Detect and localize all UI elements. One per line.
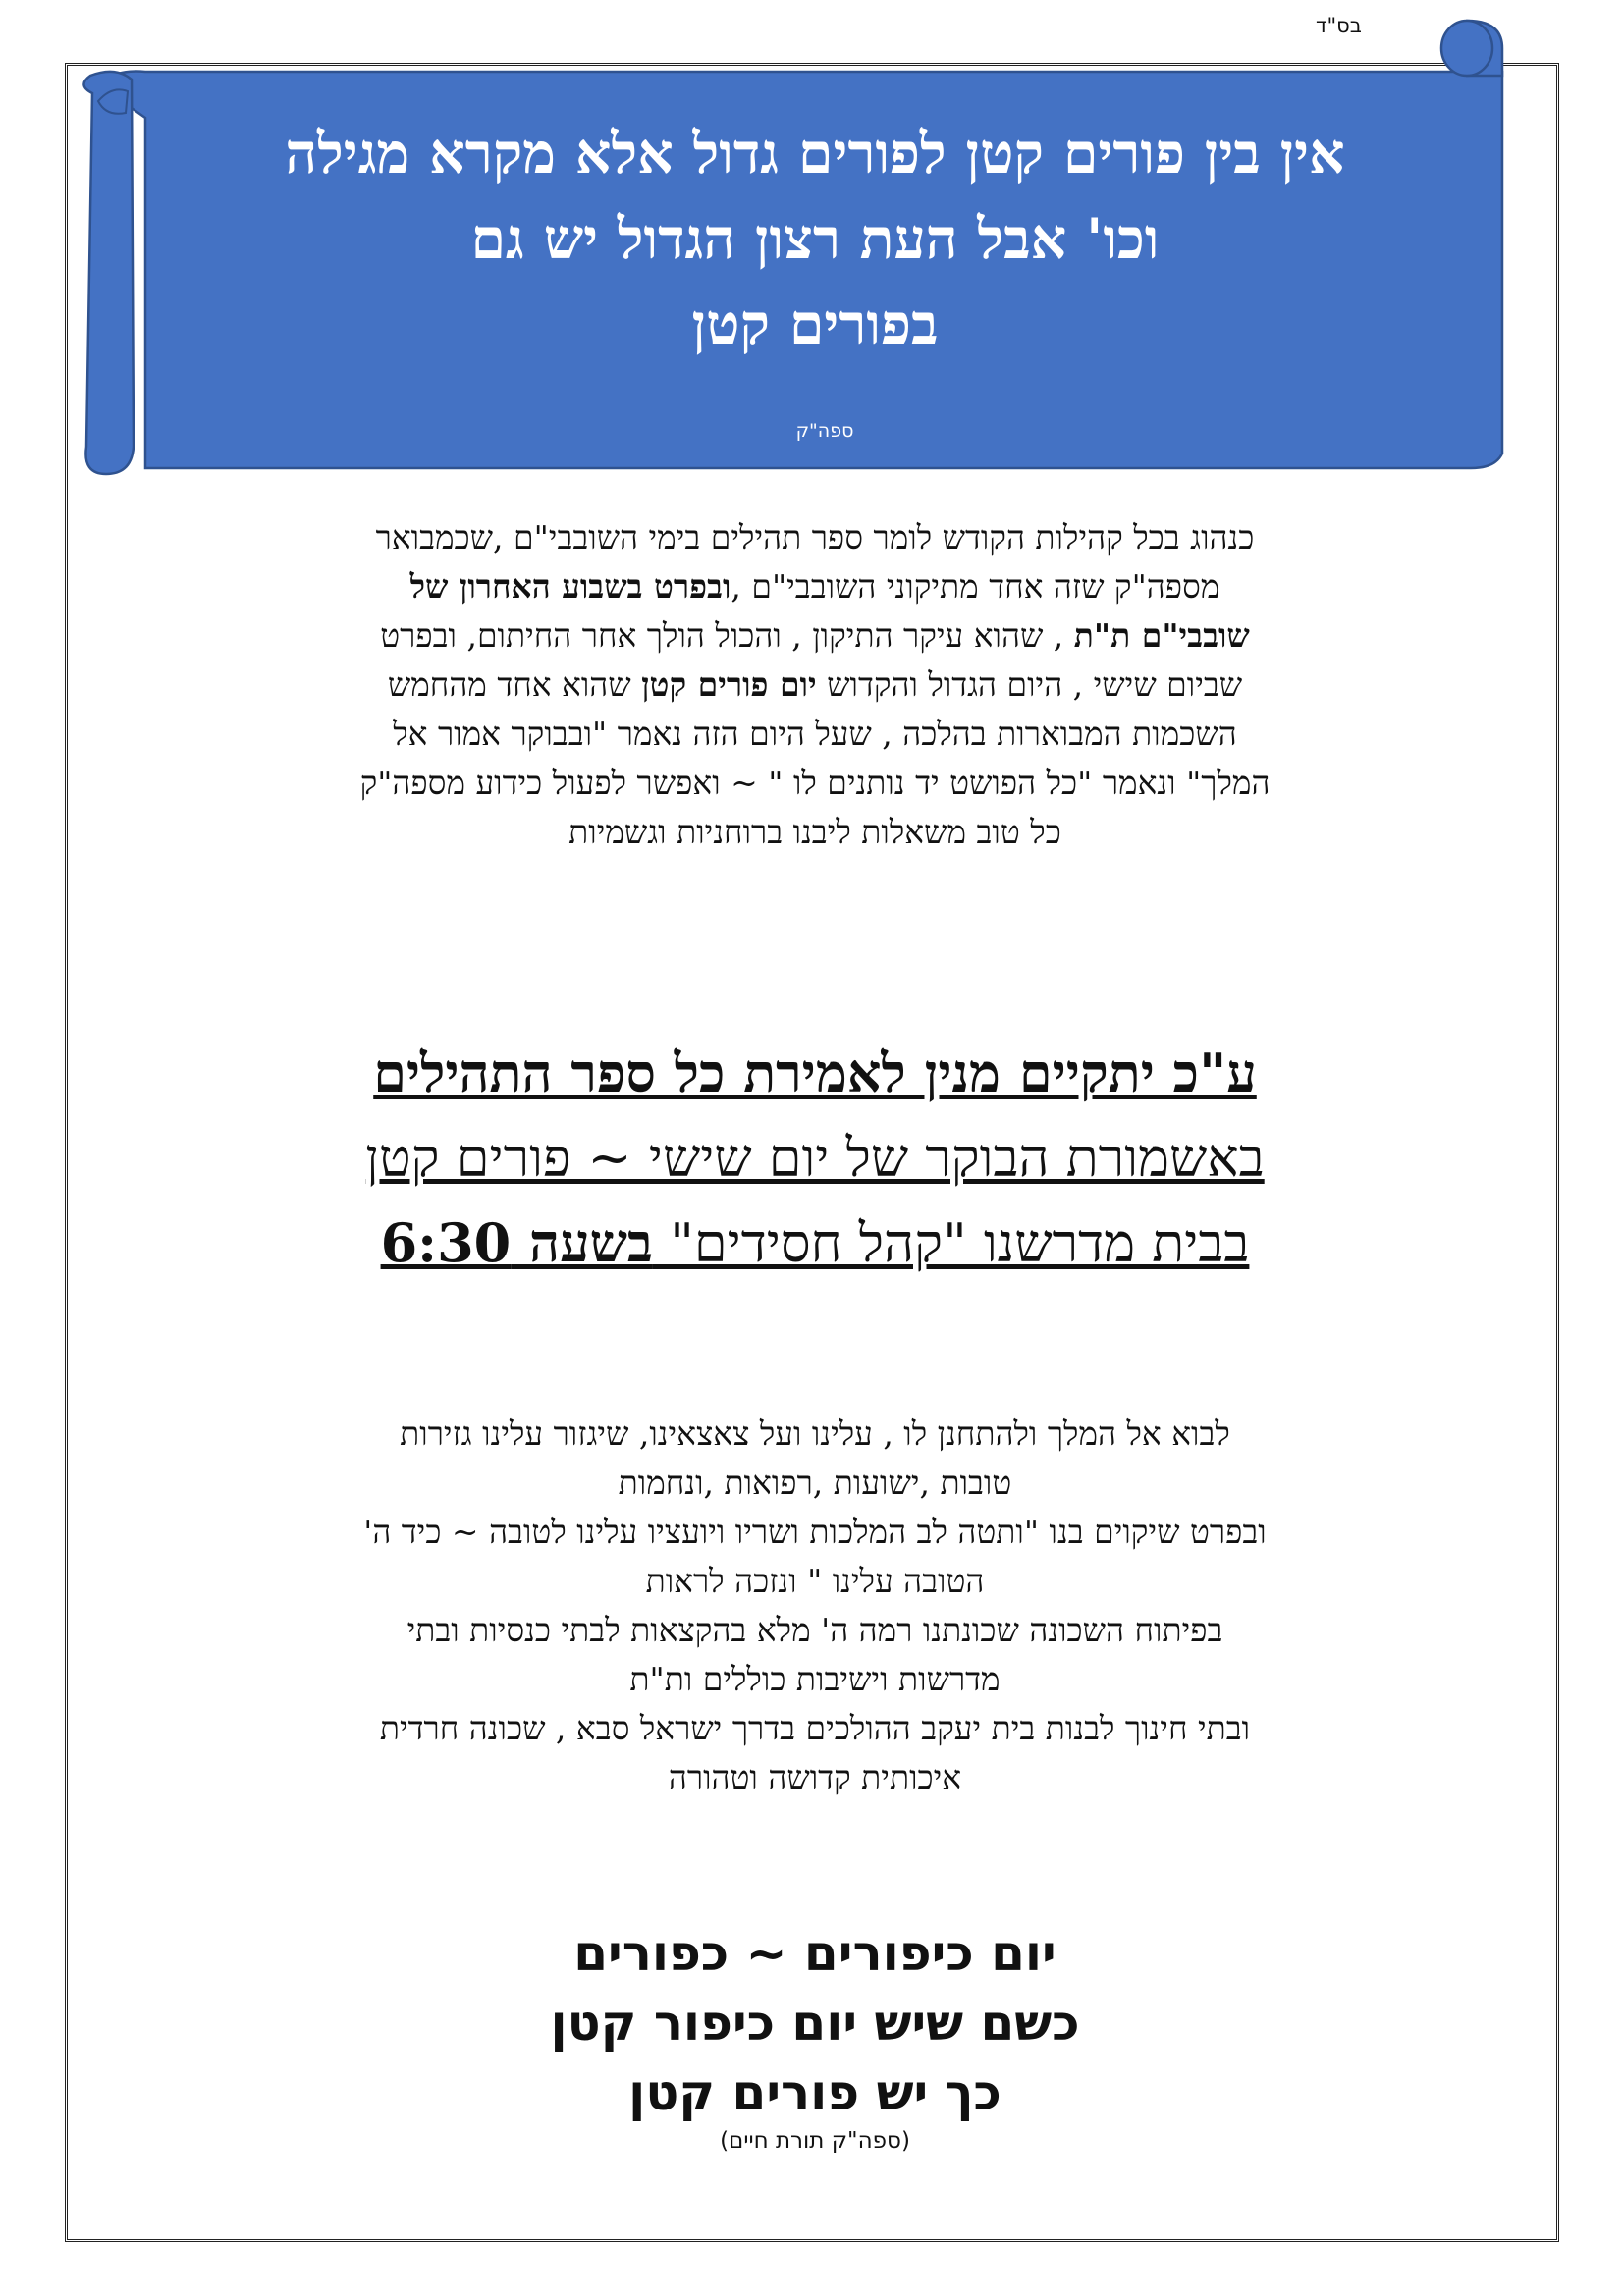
intro-line <box>245 808 1384 857</box>
purpose-paragraph <box>245 1410 1384 1802</box>
intro-text: , שהוא עיקר התיקון , והכול הולך אחר החיתום, ובפרט <box>380 616 1074 655</box>
intro-paragraph <box>245 513 1384 857</box>
closing-saying <box>295 1919 1335 2128</box>
purpose-line <box>245 1410 1384 1459</box>
announcement-text: באשמורת הבוקר של יום שישי ~ פורים קטן <box>365 1127 1265 1189</box>
announcement-line <box>196 1031 1434 1116</box>
announcement-text: בבית מדרשנו "קהל חסידים" <box>652 1212 1250 1274</box>
intro-text: המלך" ונאמר "כל הפושט יד נותנים לו " ~ ואפשר לפעול כידוע מספה"ק <box>359 764 1271 802</box>
intro-line <box>245 759 1384 808</box>
scroll-top-roll-end <box>1441 21 1492 76</box>
intro-text: שובבי"ם ת"ת <box>1073 616 1250 655</box>
banner-source: ספה"ק <box>795 420 854 442</box>
intro-text: שביום שישי , היום הגדול והקדוש <box>816 666 1243 704</box>
intro-line <box>245 710 1384 759</box>
purpose-line <box>245 1704 1384 1753</box>
purpose-line <box>245 1557 1384 1606</box>
purpose-line <box>245 1753 1384 1802</box>
announcement-text: ע"כ יתקיים מנין לאמירת כל ספר התהילים <box>373 1041 1257 1104</box>
intro-text: שהוא אחד מהחמש <box>387 666 642 704</box>
banner-title-line: וכו' אבל העת רצון הגדול יש גם <box>470 206 1160 272</box>
purpose-text: טובות ,ישועות ,רפואות ,ונחמות <box>618 1464 1012 1502</box>
closing-line: כשם שיש יום כיפור קטן <box>550 1995 1080 2052</box>
intro-line <box>245 612 1384 661</box>
purpose-line <box>245 1459 1384 1508</box>
purpose-line <box>245 1606 1384 1655</box>
corner-mark: בס"ד <box>1316 14 1362 37</box>
purpose-text: ובפרט שיקוים בנו "ותטה לב המלכות ושריו ויועציו עלינו לטובה ~ כיד ה' <box>363 1513 1267 1551</box>
closing-line: יום כיפורים ~ כפורים <box>573 1925 1056 1982</box>
purpose-text: לבוא אל המלך ולהתחנן לו , עלינו ועל צאצאינו, שיגזור עלינו גזירות <box>400 1415 1230 1453</box>
closing-line: כך יש פורים קטן <box>628 2064 1001 2121</box>
banner-title-line: בפורים קטן <box>691 292 939 357</box>
intro-text: ובפרט בשבוע האחרון של <box>409 567 731 606</box>
purpose-text: ובתי חינוך לבנות בית יעקב ההולכים בדרך ישראל סבא , שכונה חרדית <box>379 1709 1251 1747</box>
intro-text: מספה"ק שזה אחד מתיקוני השובבי"ם , <box>731 567 1220 606</box>
minyan-announcement <box>196 1031 1434 1286</box>
banner-title <box>137 111 1492 367</box>
intro-text: יום פורים קטן <box>641 666 817 704</box>
purpose-line <box>245 1508 1384 1557</box>
announcement-text: בשעה 6:30 <box>380 1211 653 1274</box>
announcement-line <box>196 1116 1434 1201</box>
purpose-text: מדרשות וישיבות כוללים ות"ת <box>629 1660 1001 1698</box>
scroll-left-roll <box>83 72 134 474</box>
purpose-text: איכותית קדושה וטהורה <box>668 1758 962 1796</box>
closing-source: (ספה"ק תורת חיים) <box>720 2128 910 2154</box>
intro-text: כל טוב משאלות ליבנו ברוחניות וגשמיות <box>568 813 1061 851</box>
intro-line <box>245 661 1384 710</box>
intro-line <box>245 562 1384 612</box>
intro-line <box>245 513 1384 562</box>
intro-text: השכמות המבוארות בהלכה , שעל היום הזה נאמר "ובבוקר אמור אל <box>393 715 1237 753</box>
purpose-text: הטובה עלינו " ונזכה לראות <box>645 1562 985 1600</box>
announcement-line <box>196 1201 1434 1286</box>
purpose-line <box>245 1655 1384 1704</box>
banner-title-line: אין בין פורים קטן לפורים גדול אלא מקרא מגילה <box>285 121 1345 187</box>
intro-text: כנהוג בכל קהילות הקודש לומר ספר תהילים בימי השובבי"ם ,שכמבואר <box>375 518 1255 557</box>
purpose-text: בפיתוח השכונה שכונתנו רמה ה' מלא בהקצאות לבתי כנסיות ובתי <box>406 1611 1223 1649</box>
